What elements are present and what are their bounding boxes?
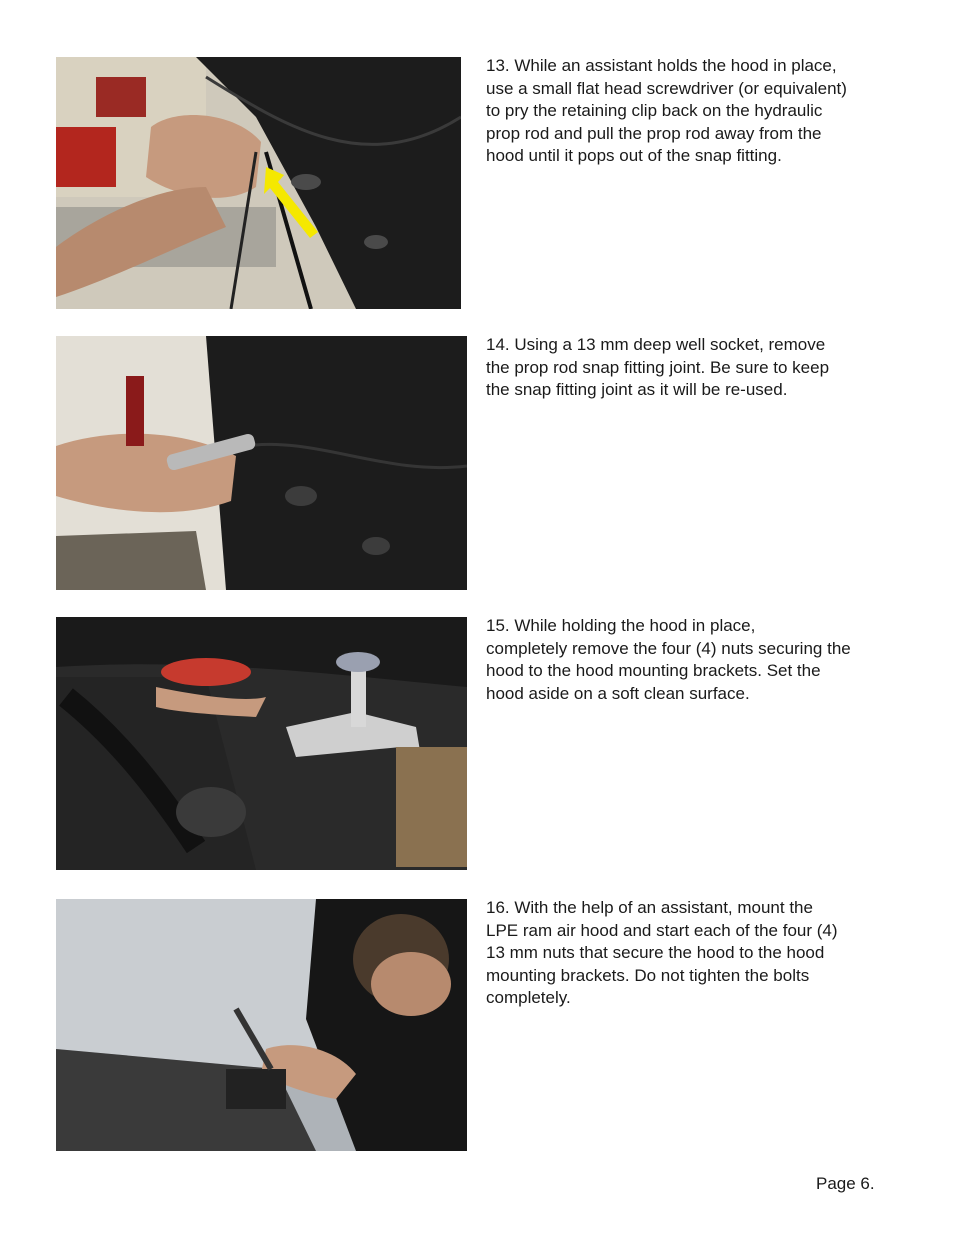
step-16-illustration	[56, 899, 467, 1151]
step-16-photo	[56, 899, 467, 1151]
step-13-photo	[56, 57, 461, 309]
step-16-text: 16. With the help of an assistant, mount the LPE ram air hood and start each of the four (4) 13 mm nuts that secure the hood to the hood mounting brackets. Do not tighten the bolts completely.	[486, 898, 838, 1008]
step-13-illustration	[56, 57, 461, 309]
step-15-illustration	[56, 617, 467, 870]
step-14-text: 14. Using a 13 mm deep well socket, remove the prop rod snap fitting joint. Be sure to keep the snap fitting joint as it will be re-used.	[486, 335, 830, 400]
step-14-photo	[56, 336, 467, 590]
step-15-photo	[56, 617, 467, 870]
step-13-text: 13. While an assistant holds the hood in place, use a small flat head screwdriver (or equivalent) to pry the retaining clip back on the hydraulic prop rod and pull the prop rod away from the hood until it pops out of the snap fitting.	[486, 56, 847, 166]
step-14-illustration	[56, 336, 467, 590]
page-number: Page 6.	[816, 1174, 875, 1193]
step-15-text: 15. While holding the hood in place, completely remove the four (4) nuts securing the hood to the hood mounting brackets. Set the hood aside on a soft clean surface.	[486, 616, 851, 703]
